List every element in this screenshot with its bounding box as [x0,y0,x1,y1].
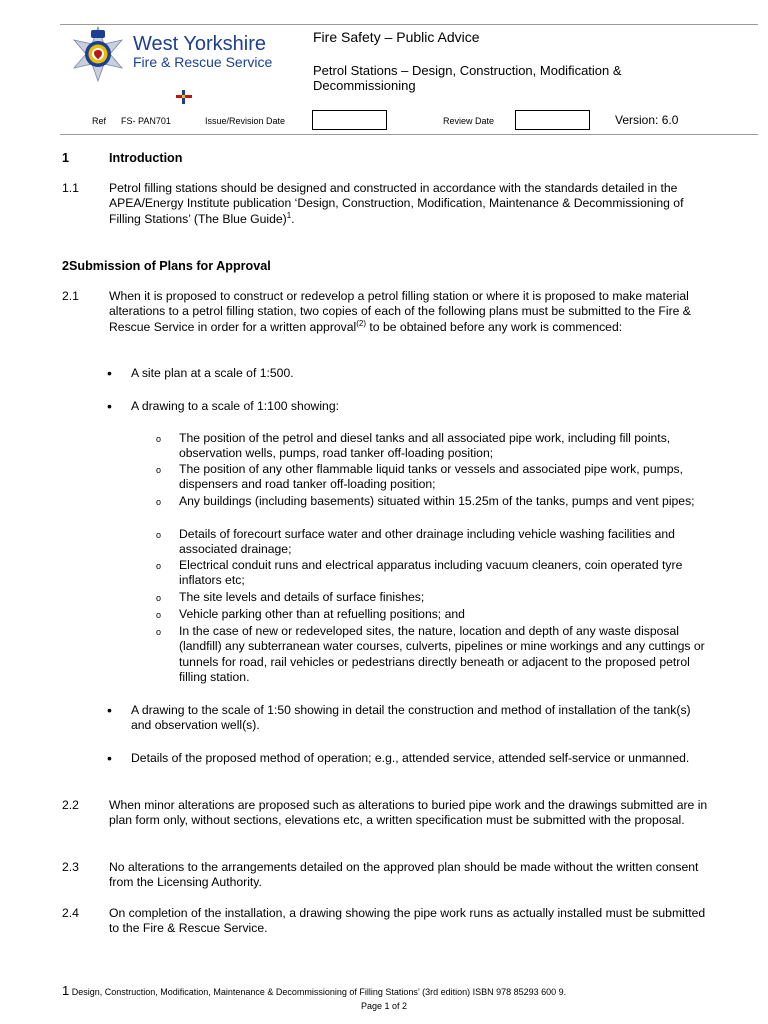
sub-item-parking: Vehicle parking other than at refuelling positions; and [179,607,465,621]
bullet-dot: • [107,398,112,414]
section-1-heading: Introduction [109,151,183,165]
para-2-2-text: When minor alterations are proposed such as alterations to buried pipe work and the drawings submitted are in plan form only, without sections, elevations etc, a written specification must be submitted with the proposal. [109,798,708,828]
para-1-1-text: Petrol filling stations should be designed and constructed in accordance with the standards detailed in the APEA/Energy Institute publication ‘Design, Construction, Modification, Maintenance & Decommissioning of Filling Stations’ (The Blue Guide)$^1$. [109,181,684,226]
sub-item-drainage: Details of forecourt surface water and other drainage including vehicle washing facilities and associated drainage; [179,527,675,557]
review-date-box [515,110,590,130]
sub-item-other-tanks: The position of any other flammable liquid tanks or vessels and associated pipe work, pumps, dispensers and road tanker off-loading position; [179,462,684,492]
para-2-4-text: On completion of the installation, a drawing showing the pipe work runs as actually installed must be submitted to the Fire & Rescue Service. [109,906,706,936]
para-2-3-number: 2.3 [62,860,79,874]
sub-bullet-marker: o [156,593,162,603]
sub-item-electrical: Electrical conduit runs and electrical apparatus including vacuum cleaners, coin operated tyre inflators etc; [179,558,683,588]
issue-date-label: Issue/Revision Date [205,116,286,126]
para-2-1-number: 2.1 [62,289,79,303]
document-series-title: Fire Safety – Public Advice [313,29,480,45]
ref-value: FS- PAN701 [121,116,171,126]
footnote-ref-1: 1 [286,210,292,220]
sub-bullet-marker: o [156,434,162,444]
sub-bullet-marker: o [156,627,162,637]
review-date-label: Review Date [443,116,495,126]
document-title: Petrol Stations – Design, Construction, Modification & Decommissioning [313,63,622,93]
org-name-line2: Fire & Rescue Service [133,54,273,70]
para-1-1-number: 1.1 [62,181,79,195]
bullet-operation: Details of the proposed method of operation; e.g., attended service, attended self-service or unmanned. [131,751,690,765]
sub-item-site-levels: The site levels and details of surface finishes; [179,590,425,604]
bullet-site-plan: A site plan at a scale of 1:500. [131,366,294,380]
bullet-dot: • [107,365,112,381]
footnote-ref-2: (2) [356,318,367,328]
sub-item-new-sites: In the case of new or redeveloped sites, the nature, location and depth of any waste disposal (landfill) any subterranean water courses, culverts, pipelines or mine workings and any cuttings or tunnels for road, rail vehicles or pedestrians directly beneath or adjacent to the proposed petrol filling station. [179,624,705,685]
colour-cross-icon [176,90,192,104]
bullet-dot: • [107,750,112,766]
sub-bullet-marker: o [156,465,162,475]
sub-item-buildings: Any buildings (including basements) situated within 15.25m of the tanks, pumps and vent pipes; [179,494,695,508]
page-number: Page 1 of 2 [360,1001,408,1011]
para-2-2-number: 2.2 [62,798,79,812]
sub-bullet-marker: o [156,561,162,571]
section-2-heading: 2Submission of Plans for Approval [62,259,271,273]
sub-bullet-marker: o [156,610,162,620]
footnote-1: 1 Design, Construction, Modification, Maintenance & Decommissioning of Filling Stations’ (3rd edition) ISBN 978 85293 600 9. [62,983,567,998]
bullet-dot: • [107,702,112,718]
section-1-number: 1 [62,151,70,165]
sub-item-tanks: The position of the petrol and diesel tanks and all associated pipe work, including fill points, observation wells, pumps, road tanker off-loading position; [179,431,671,461]
header-bottom-rule [60,134,758,135]
para-2-4-number: 2.4 [62,906,79,920]
sub-bullet-marker: o [156,497,162,507]
ref-label: Ref [92,116,107,126]
bullet-drawing-1-50: A drawing to the scale of 1:50 showing in detail the construction and method of installation of the tank(s) and observation well(s). [131,703,691,733]
para-2-3-text: No alterations to the arrangements detailed on the approved plan should be made without the written consent from the Licensing Authority. [109,860,699,890]
version-label: Version: 6.0 [615,113,679,127]
issue-date-box [312,110,387,130]
bullet-drawing-1-100: A drawing to a scale of 1:100 showing: [131,399,339,413]
para-2-1-text: When it is proposed to construct or redevelop a petrol filling station or where it is proposed to make material alterations to a petrol filling station, two copies of each of the following plans must be submitted to the Fire & Rescue Service in order for a written approval$^{(2)}$ to be obtained before any work is commenced: [109,289,691,334]
sub-bullet-marker: o [156,530,162,540]
org-name-line1: West Yorkshire [133,33,267,55]
